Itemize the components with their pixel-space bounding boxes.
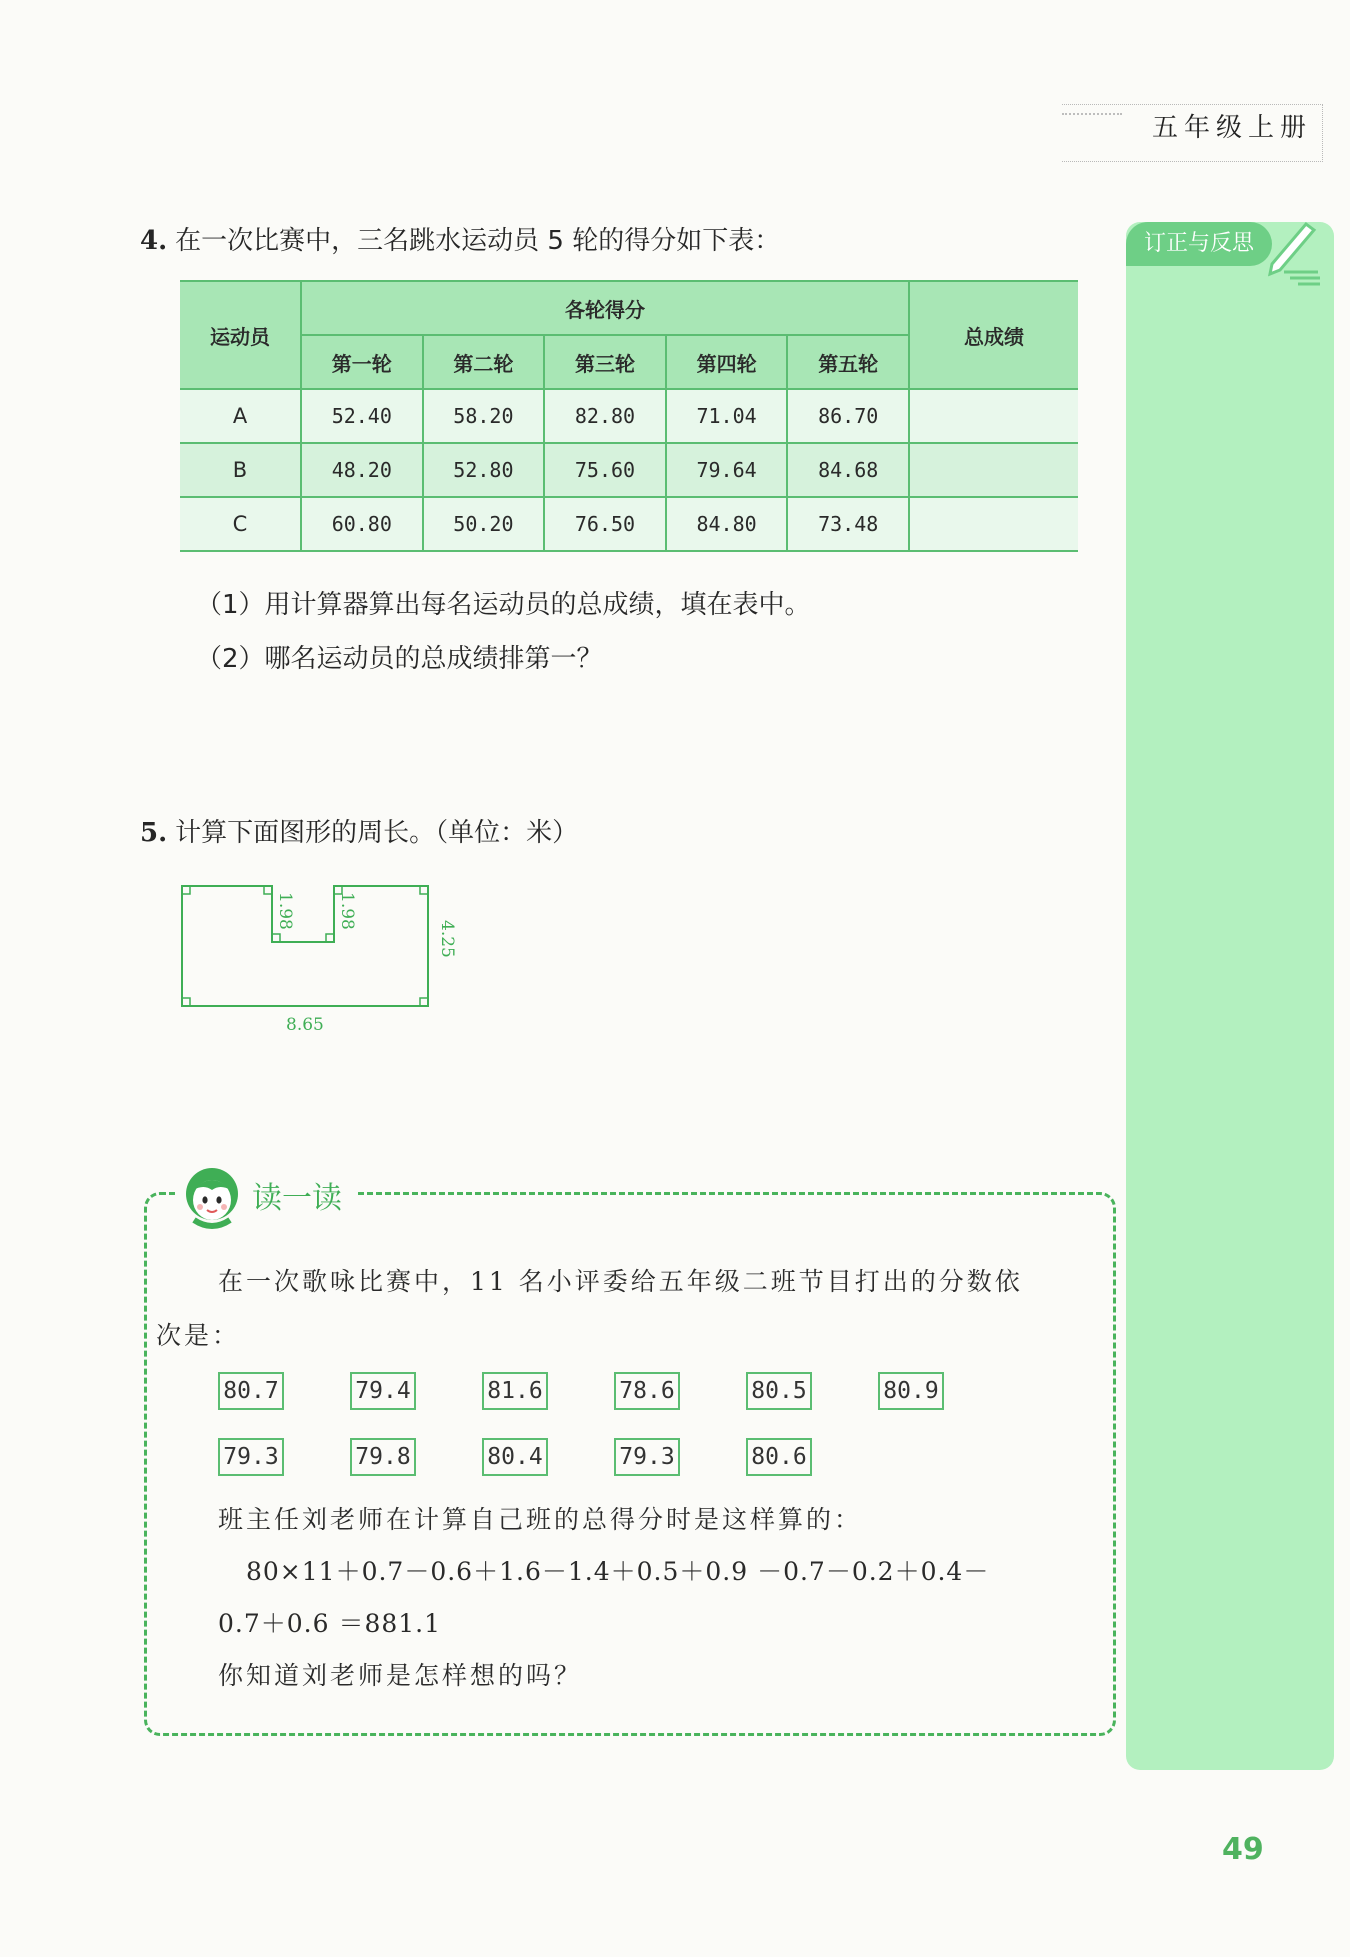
correction-tab: 订正与反思 [1126, 222, 1272, 266]
athlete-name: B [180, 443, 301, 497]
score-cell: 50.20 [423, 497, 545, 551]
score-cell: 75.60 [544, 443, 666, 497]
reading-title-text: 读一读 [252, 1181, 342, 1216]
grade-label [1062, 104, 1323, 162]
score-cell: 82.80 [544, 389, 666, 443]
rounds-header: 各轮得分 [301, 281, 909, 335]
girl-avatar-icon [180, 1160, 244, 1230]
formula-line-1: 80×11＋0.7－0.6＋1.6－1.4＋0.5＋0.9 －0.7－0.2＋0.4－ [246, 1557, 990, 1586]
score-cell: 48.20 [301, 443, 423, 497]
question-5 [140, 812, 578, 849]
question-4-sub-1: （1）用计算器算出每名运动员的总成绩，填在表中。 [196, 590, 811, 620]
height-label: 4.25 [437, 920, 457, 958]
question-4 [140, 220, 780, 257]
table-row [180, 443, 1078, 497]
total-cell[interactable] [909, 389, 1078, 443]
score-box: 80.9 [878, 1372, 944, 1410]
score-box: 78.6 [614, 1372, 680, 1410]
round-header: 第四轮 [666, 335, 788, 389]
score-cell: 79.64 [666, 443, 788, 497]
score-cell: 84.68 [787, 443, 909, 497]
score-box: 81.6 [482, 1372, 548, 1410]
correction-column [1126, 222, 1334, 1770]
question-4-number: 4. [140, 226, 168, 256]
score-cell: 52.80 [423, 443, 545, 497]
notch-left-label: 1.98 [275, 892, 295, 930]
question-5-number: 5. [140, 818, 168, 848]
perimeter-figure [170, 870, 470, 1040]
score-box: 80.7 [218, 1372, 284, 1410]
reading-para-1-cont: 次是： [156, 1321, 241, 1350]
score-box: 79.8 [350, 1438, 416, 1476]
question-4-text: 在一次比赛中，三名跳水运动员 5 轮的得分如下表： [175, 226, 781, 256]
score-table [180, 280, 1078, 552]
total-header: 总成绩 [909, 281, 1078, 389]
athlete-header: 运动员 [180, 281, 301, 389]
reading-para-1: 在一次歌咏比赛中，11 名小评委给五年级二班节目打出的分数依 [218, 1267, 1023, 1296]
notch-right-label: 1.98 [337, 892, 357, 930]
total-cell[interactable] [909, 497, 1078, 551]
round-header: 第二轮 [423, 335, 545, 389]
pencil-icon [1262, 214, 1326, 286]
athlete-name: A [180, 389, 301, 443]
score-cell: 86.70 [787, 389, 909, 443]
round-header: 第三轮 [544, 335, 666, 389]
table-row [180, 497, 1078, 551]
score-box: 79.4 [350, 1372, 416, 1410]
reading-question: 你知道刘老师是怎样想的吗？ [218, 1661, 583, 1690]
score-box: 79.3 [218, 1438, 284, 1476]
score-cell: 71.04 [666, 389, 788, 443]
athlete-name: C [180, 497, 301, 551]
reading-title [176, 1160, 356, 1230]
round-header: 第一轮 [301, 335, 423, 389]
score-box: 80.4 [482, 1438, 548, 1476]
grade-text: 五年级上册 [1151, 113, 1312, 143]
score-cell: 60.80 [301, 497, 423, 551]
score-cell: 52.40 [301, 389, 423, 443]
page-number: 49 [1222, 1832, 1264, 1867]
table-row [180, 389, 1078, 443]
score-box: 80.6 [746, 1438, 812, 1476]
total-cell[interactable] [909, 443, 1078, 497]
score-cell: 58.20 [423, 389, 545, 443]
reading-para-2: 班主任刘老师在计算自己班的总得分时是这样算的： [218, 1505, 863, 1534]
width-label: 8.65 [286, 1015, 324, 1035]
score-cell: 84.80 [666, 497, 788, 551]
score-box: 79.3 [614, 1438, 680, 1476]
score-cell: 73.48 [787, 497, 909, 551]
question-5-text: 计算下面图形的周长。（单位：米） [175, 818, 579, 848]
round-header: 第五轮 [787, 335, 909, 389]
score-cell: 76.50 [544, 497, 666, 551]
formula-line-2: 0.7＋0.6 ＝881.1 [218, 1609, 442, 1638]
question-4-sub-2: （2）哪名运动员的总成绩排第一？ [196, 644, 603, 674]
score-box: 80.5 [746, 1372, 812, 1410]
